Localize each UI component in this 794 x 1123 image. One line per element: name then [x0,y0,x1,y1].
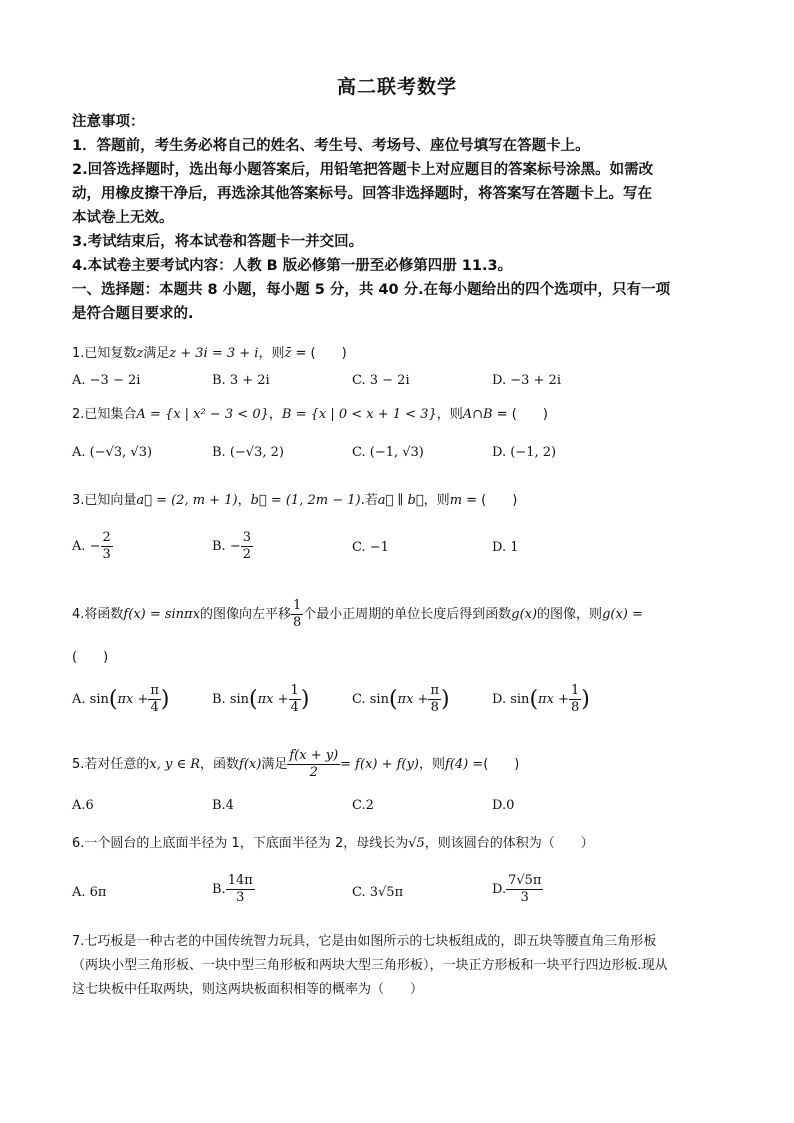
q3-option-c: C. −1 [352,540,389,555]
q1-option-a: A. −3 − 2i [72,373,141,388]
q5-option-c: C.2 [352,798,374,813]
question-3-stem: 3.已知向量a⃗ = (2, m + 1)，b⃗ = (1, 2m − 1).若a⃗ ∥ b⃗，则m = ( ) [72,493,518,508]
question-1-stem: 1.已知复数z满足z + 3i = 3 + i，则z̄ = ( ) [72,346,347,361]
question-4-stem: 4.将函数f(x) = sinπx的图像向左平移 $\frac{1}{8}$ 个最小正周期的单位长度后得到函数g(x)的图像，则g(x) = [72,598,643,630]
q4-shift-fraction: $\frac{1}{8}$ [292,598,302,630]
q4-option-c: C. sin(πx + $\frac{\pi}{8}$ ) [352,683,450,715]
q5-option-d: D.0 [492,798,515,813]
question-2-stem: 2.已知集合A = {x | x² − 3 < 0}，B = {x | 0 < x + 1 < 3}，则A∩B = ( ) [72,407,548,422]
question-5-stem: 5.若对任意的x, y ∈ R，函数f(x)满足 $\frac{f(x + y)}{2}$ = f(x) + f(y)，则f(4) =( ) [72,748,520,780]
section-heading-line-2: 是符合题目要求的. [72,306,194,322]
q6-option-a: A. 6π [72,885,107,900]
q3-option-d: D. 1 [492,540,519,555]
note-line-2: 2.回答选择题时，选出每小题答案后，用铅笔把答题卡上对应题目的答案标号涂黑。如需改 [72,162,654,178]
question-6-stem: 6.一个圆台的上底面半径为 1，下底面半径为 2，母线长为√5，则该圆台的体积为（ ） [72,836,594,851]
q4-option-d-fraction: $\frac{1}{8}$ [570,683,580,715]
q4-option-a-fraction: $\frac{\pi}{4}$ [150,683,159,715]
q1-option-c: C. 3 − 2i [352,373,410,388]
q4-option-c-fraction: $\frac{\pi}{8}$ [430,683,439,715]
note-line-5: 3.考试结束后，将本试卷和答题卡一并交回。 [72,234,364,250]
q4-option-d: D. sin(πx + $\frac{1}{8}$ ) [492,683,590,715]
q6-option-b-fraction: $\frac{14\pi}{3}$ [227,873,253,905]
q1-option-b: B. 3 + 2i [212,373,270,388]
question-7-line-2: （两块小型三角形板、一块中型三角形板和两块大型三角形板），一块正方形板和一块平行四边形板.现从 [72,958,668,973]
section-heading-line-1: 一、选择题：本题共 8 小题，每小题 5 分，共 40 分.在每小题给出的四个选项中，只有一项 [72,282,671,298]
question-7-line-1: 7.七巧板是一种古老的中国传统智力玩具，它是由如图所示的七块板组成的，即五块等腰直角三角形板 [72,934,657,949]
q5-option-b: B.4 [212,798,234,813]
notes-heading: 注意事项： [72,114,145,130]
question-7-line-3: 这七块板中任取两块，则这两块板面积相等的概率为（ ） [72,982,424,997]
q6-option-c: C. 3√5π [352,885,404,900]
q5-functional-fraction: $\frac{f(x + y)}{2}$ [289,748,339,780]
note-line-1: 1．答题前，考生务必将自己的姓名、考生号、考场号、座位号填写在答题卡上。 [72,138,590,154]
q4-option-b: B. sin(πx + $\frac{1}{4}$ ) [212,683,310,715]
note-line-4: 本试卷上无效。 [72,210,174,226]
q3-option-a-fraction: $\frac{2}{3}$ [102,530,111,562]
q1-option-d: D. −3 + 2i [492,373,561,388]
q4-option-a: A. sin(πx + $\frac{\pi}{4}$ ) [72,683,170,715]
q2-option-c: C. (−1, √3) [352,445,424,460]
q2-option-a: A. (−√3, √3) [72,445,153,460]
q2-option-d: D. (−1, 2) [492,445,557,460]
q6-option-d-fraction: $\frac{7√5\pi}{3}$ [508,873,542,905]
q6-option-b: B. $\frac{14\pi}{3}$ [212,873,253,905]
note-line-3: 动，用橡皮擦干净后，再选涂其他答案标号。回答非选择题时，将答案写在答题卡上。写在 [72,186,652,202]
q5-option-a: A.6 [72,798,94,813]
q4-option-b-fraction: $\frac{1}{4}$ [290,683,299,715]
q3-option-b: B. − $\frac{3}{2}$ [212,530,251,562]
note-line-6: 4.本试卷主要考试内容：人教 B 版必修第一册至必修第四册 11.3。 [72,258,513,274]
q6-option-d: D. $\frac{7√5\pi}{3}$ [492,873,542,905]
q3-option-a: A. − $\frac{2}{3}$ [72,530,111,562]
q2-option-b: B. (−√3, 2) [212,445,284,460]
q3-option-b-fraction: $\frac{3}{2}$ [242,530,251,562]
page-title: 高二联考数学 [336,76,457,98]
question-4-paren: ( ) [72,650,109,665]
